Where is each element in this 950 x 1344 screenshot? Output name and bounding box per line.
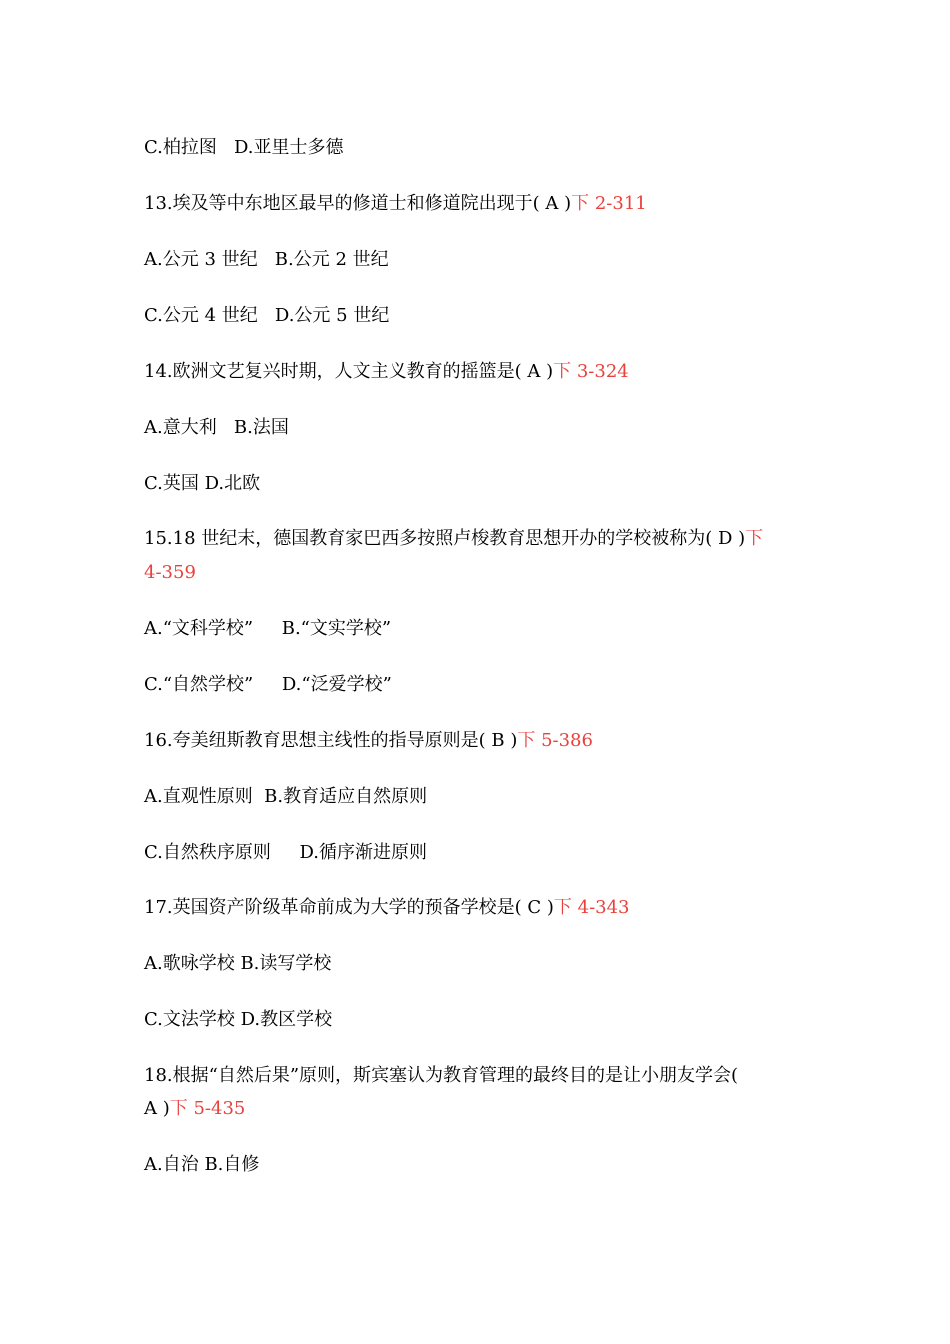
page-reference: 下 3-324 [553,361,629,382]
page-reference: 下 2-311 [571,193,647,214]
question-text: A ) [144,1098,170,1119]
line-text: A.公元 3 世纪 B.公元 2 世纪 [144,249,389,270]
line-q17-question [144,891,814,925]
line-q17-options-cd [144,1003,814,1037]
line-q16-options-ab [144,780,814,814]
line-q14-options-ab [144,411,814,445]
question-text: 13.埃及等中东地区最早的修道士和修道院出现于( A ) [144,193,572,214]
page-reference: 下 5-386 [517,730,593,751]
line-q18-options-ab [144,1148,814,1182]
line-text: C.柏拉图 D.亚里士多德 [144,137,344,158]
question-text: 14.欧洲文艺复兴时期，人文主义教育的摇篮是( A ) [144,361,554,382]
question-text: 16.夸美纽斯教育思想主线性的指导原则是( B ) [144,730,518,751]
line-q13-options-cd [144,299,814,333]
line-q15-options-ab [144,612,814,646]
line-text: A.意大利 B.法国 [144,417,289,438]
line-q14-question [144,355,814,389]
line-text: A.“文科学校” B.“文实学校” [144,618,392,639]
page-reference: 下 5-435 [169,1098,246,1119]
page-reference: 下 4-343 [553,897,630,918]
question-text: 15.18 世纪末，德国教育家巴西多按照卢梭教育思想开办的学校被称为( D ) [144,528,746,549]
line-text: A.直观性原则 B.教育适应自然原则 [144,786,428,807]
line-q15-options-cd [144,668,814,702]
line-text: C.“自然学校” D.“泛爱学校” [144,674,392,695]
page-reference: 4-359 [144,562,196,583]
line-q13-question [144,187,814,221]
line-q15-question [144,522,814,556]
line-q17-options-ab [144,947,814,981]
line-text: C.自然秩序原则 D.循序渐进原则 [144,842,427,863]
line-text: A.自治 B.自修 [144,1154,260,1175]
line-q15-question-cont [144,556,814,590]
line-text: C.文法学校 D.教区学校 [144,1009,333,1030]
line-q14-options-cd [144,467,814,501]
line-text: C.公元 4 世纪 D.公元 5 世纪 [144,305,390,326]
line-q18-question [144,1059,814,1093]
line-text: C.英国 D.北欧 [144,473,261,494]
line-q12-options-cd [144,131,814,165]
line-q16-options-cd [144,836,814,870]
line-q16-question [144,724,814,758]
line-text: A.歌咏学校 B.读写学校 [144,953,332,974]
line-q13-options-ab [144,243,814,277]
line-q18-question-cont [144,1092,814,1126]
question-text: 17.英国资产阶级革命前成为大学的预备学校是( C ) [144,897,554,918]
question-text: 18.根据“自然后果”原则，斯宾塞认为教育管理的最终目的是让小朋友学会( [144,1065,739,1086]
page-reference: 下 [745,528,764,549]
